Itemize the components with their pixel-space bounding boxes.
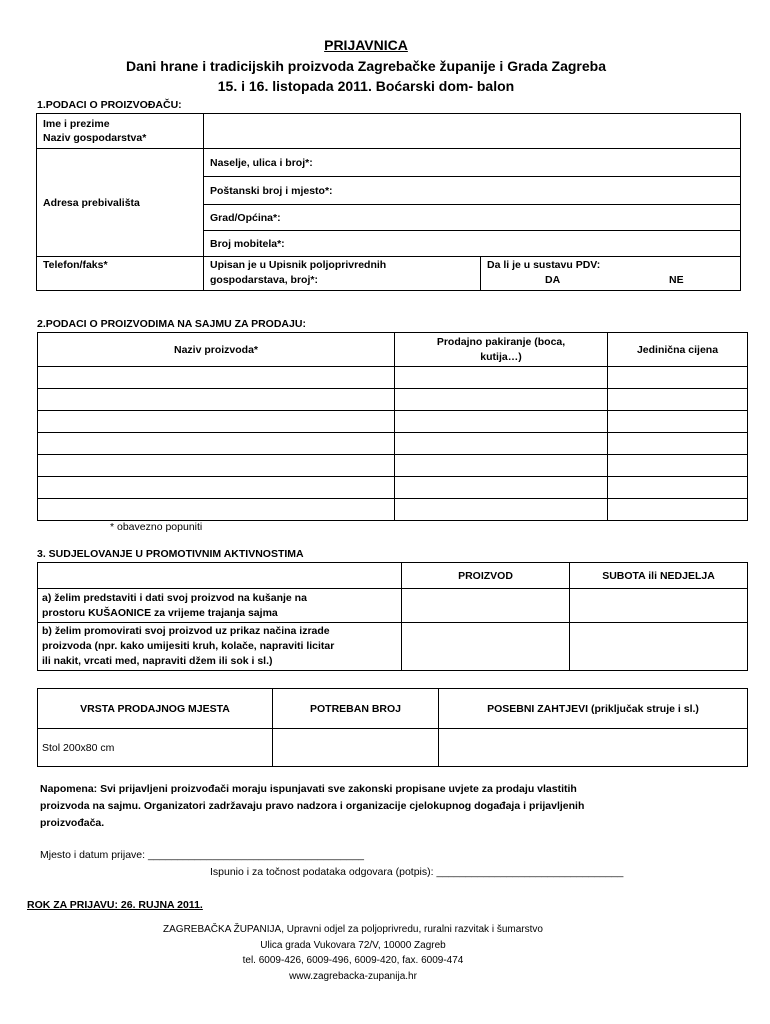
packaging-cell[interactable]: [395, 477, 608, 499]
vat-field: [481, 257, 741, 291]
registry-label-1: Upisan je u Upisnik poljoprivrednih: [210, 259, 387, 271]
product-cell[interactable]: [38, 455, 395, 477]
event-date-location: 15. i 16. listopada 2011. Boćarski dom- balon: [217, 78, 515, 94]
table-row: [38, 433, 748, 455]
footer-address: [0, 922, 706, 984]
packaging-cell[interactable]: [395, 411, 608, 433]
price-cell[interactable]: [608, 411, 748, 433]
col-spot-type: VRSTA PRODAJNOG MJESTA: [38, 689, 273, 729]
vat-no-option[interactable]: NE: [669, 274, 684, 286]
promo-demo-day-cell[interactable]: [570, 623, 748, 671]
promotion-table: [37, 562, 748, 671]
promo-row-b-line2: proizvoda (npr. kako umijesiti kruh, kolače, napraviti licitar: [42, 640, 335, 652]
promo-row-demonstration: [38, 623, 402, 671]
col-packaging-line2: kutija…): [480, 350, 522, 363]
section2-heading: 2.PODACI O PROIZVODIMA NA SAJMU ZA PRODAJU:: [37, 318, 306, 330]
vat-label: Da li je u sustavu PDV:: [487, 259, 601, 271]
section3-heading: 3. SUDJELOVANJE U PROMOTIVNIM AKTIVNOSTIMA: [37, 548, 304, 560]
place-date-field[interactable]: Mjesto i datum prijave: _____________________________________: [40, 849, 365, 861]
form-title: PRIJAVNICA: [324, 37, 408, 53]
address-postal-field[interactable]: Poštanski broj i mjesto*:: [204, 177, 741, 205]
event-name: Dani hrane i tradicijskih proizvoda Zagrebačke županije i Grada Zagreba: [125, 58, 607, 74]
product-cell[interactable]: [38, 411, 395, 433]
price-cell[interactable]: [608, 433, 748, 455]
mobile-field[interactable]: Broj mobitela*:: [204, 231, 741, 257]
promo-row-tasting: [38, 589, 402, 623]
address-street-field[interactable]: Naselje, ulica i broj*:: [204, 149, 741, 177]
vat-yes-option[interactable]: DA: [545, 274, 561, 286]
footer-office: ZAGREBAČKA ŽUPANIJA, Upravni odjel za poljoprivredu, ruralni razvitak i šumarstvo: [163, 924, 543, 935]
price-cell[interactable]: [608, 367, 748, 389]
promo-row-a-line1: a) želim predstaviti i dati svoj proizvod na kušanje na: [42, 591, 307, 604]
table-row: [38, 499, 748, 521]
col-unit-price: Jedinična cijena: [608, 333, 748, 367]
product-cell[interactable]: [38, 499, 395, 521]
packaging-cell[interactable]: [395, 433, 608, 455]
table-row: [38, 411, 748, 433]
col-spot-special: POSEBNI ZAHTJEVI (priključak struje i sl.): [439, 689, 748, 729]
legal-note-line3: proizvođača.: [40, 817, 105, 829]
price-cell[interactable]: [608, 477, 748, 499]
farm-name-label: Naziv gospodarstva*: [43, 132, 147, 144]
col-packaging: [395, 333, 608, 367]
legal-note: [40, 781, 730, 832]
promo-header-blank: [38, 563, 402, 589]
packaging-cell[interactable]: [395, 389, 608, 411]
footer-phone: tel. 6009-426, 6009-496, 6009-420, fax. 6009-474: [242, 955, 464, 966]
col-spot-count: POTREBAN BROJ: [273, 689, 439, 729]
col-promo-product: PROIZVOD: [402, 563, 570, 589]
signature-field[interactable]: Ispunio i za točnost podataka odgovara (potpis): ________________________________: [210, 866, 624, 878]
producer-table: [36, 113, 741, 291]
price-cell[interactable]: [608, 389, 748, 411]
col-product-name: Naziv proizvoda*: [38, 333, 395, 367]
footer-street: Ulica grada Vukovara 72/V, 10000 Zagreb: [260, 939, 446, 951]
product-cell[interactable]: [38, 367, 395, 389]
promo-tasting-day-cell[interactable]: [570, 589, 748, 623]
registry-label-2: gospodarstava, broj*:: [210, 274, 318, 286]
product-cell[interactable]: [38, 477, 395, 499]
registry-field[interactable]: [204, 257, 481, 291]
sales-spot-table: [37, 688, 748, 767]
name-label: Ime i prezime: [43, 118, 110, 130]
address-label: Adresa prebivališta: [37, 149, 204, 257]
price-cell[interactable]: [608, 455, 748, 477]
deadline: ROK ZA PRIJAVU: 26. RUJNA 2011.: [27, 899, 203, 911]
name-input-cell[interactable]: [204, 114, 741, 149]
section1-heading: 1.PODACI O PROIZVOĐAČU:: [37, 99, 182, 111]
packaging-cell[interactable]: [395, 455, 608, 477]
promo-row-b-line3: ili nakit, vrcati med, napraviti džem ili sok i sl.): [42, 655, 273, 667]
promo-demo-product-cell[interactable]: [402, 623, 570, 671]
spot-special-cell[interactable]: [439, 729, 748, 767]
promo-row-b-line1: b) želim promovirati svoj proizvod uz prikaz načina izrade: [42, 625, 330, 637]
footer-website[interactable]: www.zagrebacka-zupanija.hr: [289, 970, 417, 982]
col-packaging-line1: Prodajno pakiranje (boca,: [436, 335, 566, 348]
legal-note-line2: proizvoda na sajmu. Organizatori zadržavaju pravo nadzora i organizacije cjelokupnog događaja i prijavljenih: [40, 800, 585, 812]
table-row: [38, 455, 748, 477]
required-note: * obavezno popuniti: [110, 521, 203, 533]
name-label-cell: [37, 114, 204, 149]
price-cell[interactable]: [608, 499, 748, 521]
spot-count-cell[interactable]: [273, 729, 439, 767]
packaging-cell[interactable]: [395, 499, 608, 521]
legal-note-line1: Napomena: Svi prijavljeni proizvođači moraju ispunjavati sve zakonski propisane uvjete za prodaju vlastitih: [40, 783, 577, 795]
address-city-field[interactable]: Grad/Općina*:: [204, 205, 741, 231]
promo-tasting-product-cell[interactable]: [402, 589, 570, 623]
product-cell[interactable]: [38, 389, 395, 411]
spot-table-label: Stol 200x80 cm: [38, 729, 273, 767]
table-row: [38, 477, 748, 499]
products-table: [37, 332, 748, 521]
packaging-cell[interactable]: [395, 367, 608, 389]
promo-row-a-line2: prostoru KUŠAONICE za vrijeme trajanja sajma: [42, 606, 278, 619]
table-row: [38, 367, 748, 389]
table-row: [38, 389, 748, 411]
phone-fax-label[interactable]: Telefon/faks*: [37, 257, 204, 291]
col-promo-day: SUBOTA ili NEDJELJA: [570, 563, 748, 589]
product-cell[interactable]: [38, 433, 395, 455]
